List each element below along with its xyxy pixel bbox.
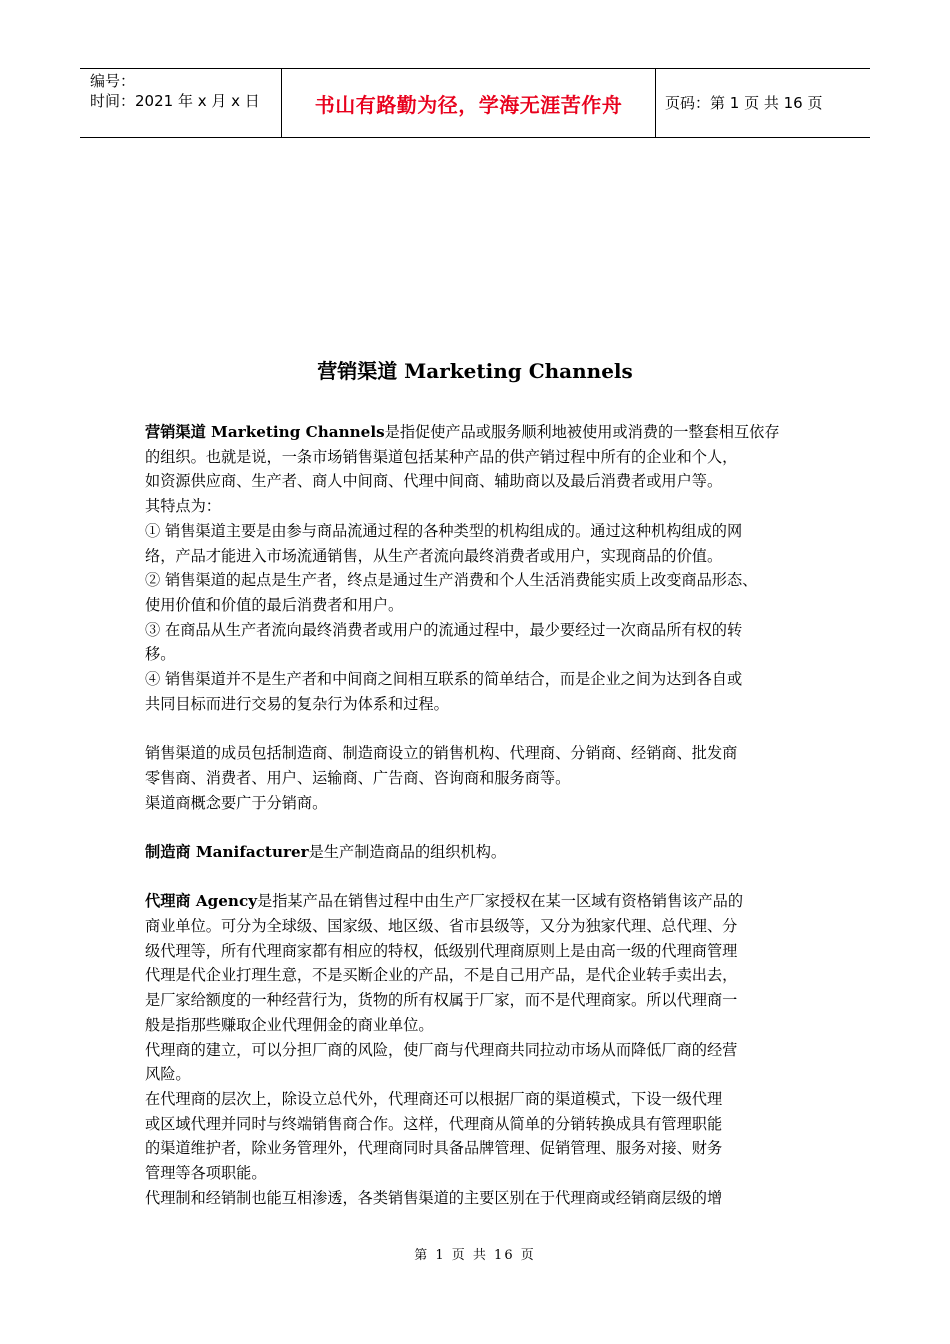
members-line: 渠道商概念要广于分销商。 (145, 793, 328, 812)
agency-line: 商业单位。可分为全球级、国家级、地区级、省市县级等，又分为独家代理、总代理、分 (145, 917, 738, 936)
intro-term: 营销渠道 Marketing Channels (145, 423, 385, 441)
members-line: 销售渠道的成员包括制造商、制造商设立的销售机构、代理商、分销商、经销商、批发商 (145, 744, 738, 763)
agency-line: 般是指那些赚取企业代理佣金的商业单位。 (145, 1015, 434, 1034)
intro-line: 营销渠道 Marketing Channels是指促使产品或服务顺利地被使用或消费的一整套相互依存 (145, 423, 780, 441)
feature-line: ① 销售渠道主要是由参与商品流通过程的各种类型的机构组成的。通过这种机构组成的网 (145, 521, 743, 540)
feature-line: 使用价值和价值的最后消费者和用户。 (145, 595, 404, 614)
agency-term: 代理商 Agency (145, 892, 258, 911)
agency-line: 代理商 Agency是指某产品在销售过程中由生产厂家授权在某一区域有资格销售该产品的 (145, 892, 744, 911)
members-line: 零售商、消费者、用户、运输商、广告商、咨询商和服务商等。 (145, 768, 571, 787)
page-header (80, 68, 870, 138)
header-right-cell (655, 69, 870, 137)
intro-line: 如资源供应商、生产者、商人中间商、代理中间商、辅助商以及最后消费者或用户等。 (145, 472, 723, 491)
document-body (145, 420, 825, 1210)
feature-line: 移。 (145, 645, 176, 664)
document-title: 营销渠道 Marketing Channels (317, 359, 633, 383)
agency-line: 是厂家给额度的一种经营行为，货物的所有权属于厂家，而不是代理商家。所以代理商一 (145, 991, 738, 1010)
document-date: 时间：2021 年 x 月 x 日 (90, 92, 260, 110)
agency-line: 的渠道维护者，除业务管理外，代理商同时具备品牌管理、促销管理、服务对接、财务 (145, 1139, 723, 1158)
agency-line: 级代理等，所有代理商家都有相应的特权，低级别代理商原则上是由高一级的代理商管理 (145, 941, 738, 960)
manufacturer-term: 制造商 Manifacturer (145, 842, 309, 861)
intro-line: 的组织。也就是说，一条市场销售渠道包括某种产品的供产销过程中所有的企业和个人， (145, 447, 738, 466)
feature-line: 共同目标而进行交易的复杂行为体系和过程。 (145, 694, 449, 713)
document-number: 编号： (90, 72, 136, 90)
feature-line: ④ 销售渠道并不是生产者和中间商之间相互联系的简单结合，而是企业之间为达到各自或 (145, 670, 743, 689)
manufacturer-paragraph: 制造商 Manifacturer是生产制造商品的组织机构。 (145, 842, 507, 861)
agency-line: 或区域代理并同时与终端销售商合作。这样，代理商从简单的分销转换成具有管理职能 (145, 1114, 723, 1133)
features-heading: 其特点为： (145, 497, 221, 516)
agency-line: 风险。 (145, 1065, 191, 1084)
agency-line: 管理等各项职能。 (145, 1164, 267, 1183)
header-left-cell (80, 69, 280, 137)
feature-line: ② 销售渠道的起点是生产者，终点是通过生产消费和个人生活消费能实质上改变商品形态、 (145, 571, 758, 590)
header-motto: 书山有路勤为径，学海无涯苦作舟 (314, 92, 623, 117)
page-footer: 第 1 页 共 16 页 (414, 1248, 536, 1263)
agency-line: 在代理商的层次上，除设立总代外，代理商还可以根据厂商的渠道模式，下设一级代理 (145, 1089, 723, 1108)
agency-line: 代理商的建立，可以分担厂商的风险，使厂商与代理商共同拉动市场从而降低厂商的经营 (145, 1040, 738, 1059)
feature-line: ③ 在商品从生产者流向最终消费者或用户的流通过程中，最少要经过一次商品所有权的转 (145, 620, 743, 639)
feature-line: 络，产品才能进入市场流通销售，从生产者流向最终消费者或用户，实现商品的价值。 (145, 546, 723, 565)
header-page-number: 页码：第 1 页 共 16 页 (665, 94, 823, 112)
header-center-cell (281, 69, 656, 137)
agency-line: 代理是代企业打理生意，不是买断企业的产品，不是自己用产品，是代企业转手卖出去， (145, 966, 738, 985)
agency-line: 代理制和经销制也能互相渗透，各类销售渠道的主要区别在于代理商或经销商层级的增 (145, 1188, 723, 1207)
